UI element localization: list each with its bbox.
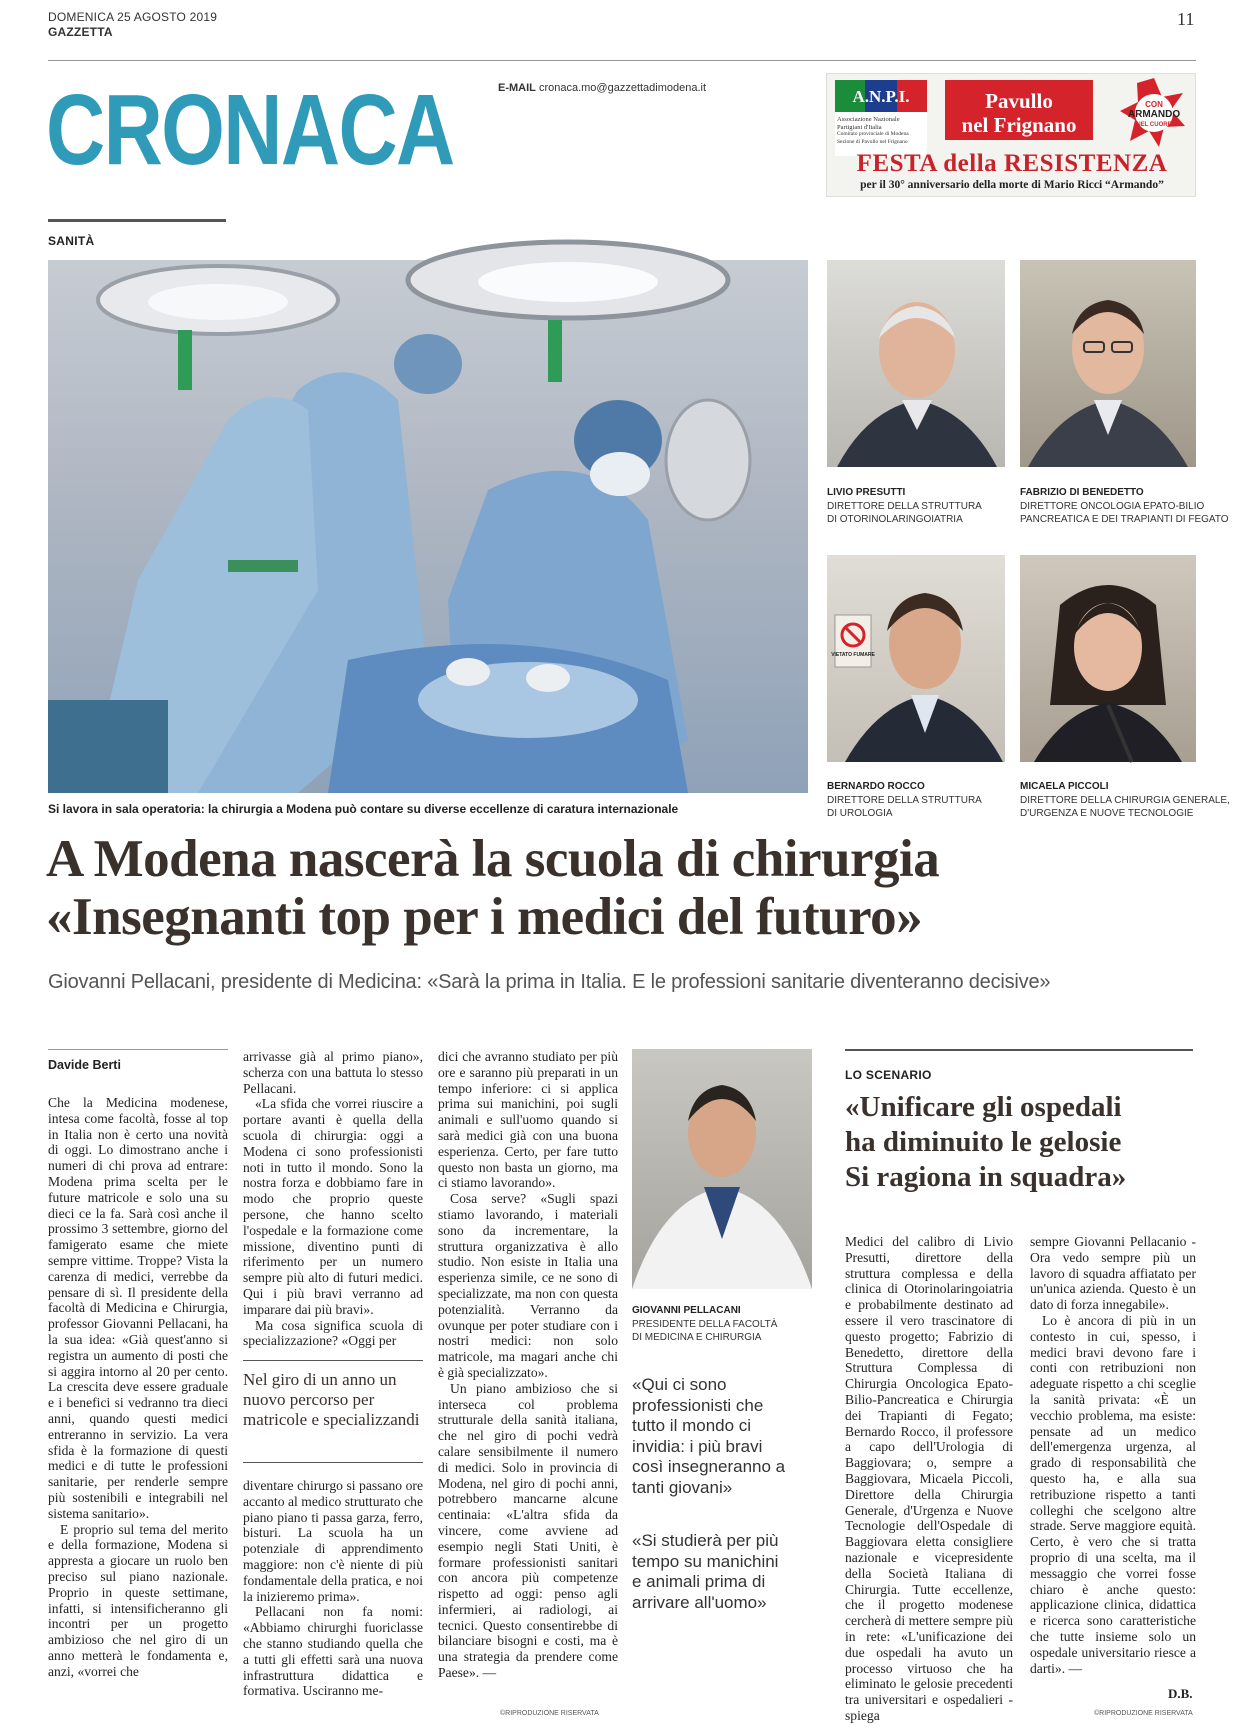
byline: Davide Berti xyxy=(48,1058,121,1072)
article-copyright: ©RIPRODUZIONE RISERVATA xyxy=(500,1710,599,1717)
section-label: SANITÀ xyxy=(48,234,95,248)
badge-con: CON xyxy=(1145,100,1163,109)
quote-2: «Si studierà per più tempo su manichini e animali prima di arrivare all'uomo» xyxy=(632,1531,779,1612)
sidebar-headline-line: Si ragiona in squadra» xyxy=(845,1161,1127,1193)
anpi-flag-icon xyxy=(835,80,927,114)
pellacani-role xyxy=(632,1318,777,1344)
portrait-name: BERNARDO ROCCO xyxy=(827,781,925,792)
article-column-3 xyxy=(438,1049,618,1699)
article-paragraph: Ma cosa significa scuola di specializzazione? «Oggi per xyxy=(243,1317,423,1349)
anpi-line: Sezione di Pavullo nel Frignano xyxy=(837,138,908,145)
article-paragraph: «La sfida che vorrei riuscire a portare avanti è quella della scuola di chirurgia: oggi a Modena ci sono professionisti noti in tutto il mondo. Sono la nostra forza e dobbiamo fare in modo che proprio queste persone, che hanno scelto l'ospedale e la formazione come missione, diventino punti di riferimento per un numero sempre più alto di futuri medici. Qui i più bravi verranno ad imparare dai più bravi». xyxy=(243,1096,423,1317)
portrait-livio-presutti xyxy=(827,260,1005,467)
pullquote: Nel giro di un anno un nuovo percorso per matricole e specializzandi xyxy=(243,1370,420,1429)
article-column-1 xyxy=(48,1095,228,1707)
sidebar-copyright: ©RIPRODUZIONE RISERVATA xyxy=(1094,1710,1193,1717)
pellacani-role-line: DI MEDICINA E CHIRURGIA xyxy=(632,1332,762,1343)
portrait-role-line: DIRETTORE DELLA STRUTTURA xyxy=(827,795,982,806)
header-rule xyxy=(48,60,1196,61)
headline-line-2: «Insegnanti top per i medici del futuro» xyxy=(46,888,923,946)
portrait-role xyxy=(1020,500,1229,526)
article-paragraph: arrivasse già al primo piano», scherza con una battuta lo stesso Pellacani. xyxy=(243,1049,423,1096)
headline-line-1: A Modena nascerà la scuola di chirurgia xyxy=(46,830,940,888)
quote-1: «Qui ci sono professionisti che tutto il mondo ci invidia: i più bravi così insegneranno a tanti giovani» xyxy=(632,1375,786,1497)
sidebar-column-1 xyxy=(845,1234,1013,1723)
portrait-role xyxy=(827,500,982,526)
portrait-illustration xyxy=(1020,260,1196,467)
portrait-illustration xyxy=(632,1049,812,1289)
portrait-role xyxy=(1020,794,1230,820)
portrait-role xyxy=(827,794,982,820)
portrait-name: LIVIO PRESUTTI xyxy=(827,487,906,498)
portrait-illustration xyxy=(1020,555,1196,762)
email-address[interactable]: cronaca.mo@gazzettadimodena.it xyxy=(538,82,707,94)
sidebar-column-2 xyxy=(1030,1234,1196,1679)
badge-bottom: NEL CUORE xyxy=(1136,122,1172,128)
article-paragraph: diventare chirurgo si passano ore accanto al medico strutturato che piano piano ti passa garza, ferro, bisturi. La scuola ha un potenziale di apprendimento maggiore: non c'è niente di più fondamentale della pratica, e noi la inizieremo prima». xyxy=(243,1478,423,1604)
pullquote-rule-bottom xyxy=(243,1462,423,1463)
sidebar-rule xyxy=(845,1049,1193,1051)
portrait-fabrizio-di-benedetto xyxy=(1020,260,1196,467)
sidebar-headline-line: ha diminuito le gelosie xyxy=(845,1126,1122,1158)
section-title: CRONACA xyxy=(46,74,454,186)
email-label: E-MAIL xyxy=(498,82,536,94)
sidebar-paragraph: Medici del calibro di Livio Presutti, direttore della struttura complessa e della clinica di Otorinolaringoiatria e probabilmente destinato ad essere il vero trascinatore di questo progetto; Fabrizio di Benedetto, direttore della Struttura Complessa di Chirurgia Oncologica Epato-Bilio-Pancreatica e Chirurgia dei Trapianti di Fegato; Bernardo Rocco, il professore a capo dell'Urologia di Baggiovara; o, sempre a Baggiovara, Micaela Piccoli, Direttore della Chirurgia Generale, d'Urgenza e Nuove Tecnologie dell'Ospedale di Baggiovara eletta consigliere nazionale e vicepresidente della Società Italiana di Chirurgia. Tutte eccellenze, che il progetto modenese cercherà di mettere sempre più in rete: «L'unificazione dei due ospedali ha avuto un processo virtuoso che ha eliminato le gelosie precedenti tra universitari e ospedalieri - spiega xyxy=(845,1234,1013,1723)
section-email[interactable] xyxy=(498,82,706,94)
portrait-role-line: PANCREATICA E DEI TRAPIANTI DI FEGATO xyxy=(1020,514,1229,525)
issue-date: DOMENICA 25 AGOSTO 2019 xyxy=(48,10,218,24)
anpi-line: Associazione Nazionale xyxy=(837,116,900,123)
anpi-line: Comitato provinciale di Modena xyxy=(837,131,909,137)
portrait-micaela-piccoli xyxy=(1020,555,1196,762)
portrait-illustration xyxy=(827,260,1005,467)
portrait-role-line: DIRETTORE DELLA CHIRURGIA GENERALE, xyxy=(1020,795,1230,806)
sidebar-label: LO SCENARIO xyxy=(845,1068,932,1082)
article-column-2a xyxy=(243,1049,423,1349)
sidebar-signature: D.B. xyxy=(1168,1686,1193,1701)
section-label-rule xyxy=(48,219,226,222)
portrait-role-line: DI UROLOGIA xyxy=(827,808,893,819)
article-paragraph: E proprio sul tema del merito e della formazione, Modena si appresta a giocare un ruolo ben preciso sul piano nazionale. Proprio in queste settimane, infatti, si intensificheranno gli incontri per un progetto ambizioso che nel giro di un anno metterà le fondamenta e, anzi, «vorrei che xyxy=(48,1521,228,1679)
anpi-line: Partigiani d'Italia xyxy=(837,123,882,131)
ad-place-line2: nel Frignano xyxy=(961,113,1077,137)
portrait-illustration xyxy=(827,555,1005,762)
no-smoking-sign-text: VIETATO FUMARE xyxy=(831,652,875,658)
pellacani-role-line: PRESIDENTE DELLA FACOLTÀ xyxy=(632,1319,778,1330)
article-paragraph: Cosa serve? «Sugli spazi stiamo lavorando, i materiali sono da incrementare, la struttura organizzativa è allo studio. Non esiste in Italia una esperienza simile, ce ne sono di specializzate, ma non con questa potenzialità. Verranno da ovunque per poter studiare con i nostri medici: non solo matricole, ma magari anche chi è già specializzato». xyxy=(438,1191,618,1380)
portrait-giovanni-pellacani xyxy=(632,1049,812,1289)
sidebar-headline-line: «Unificare gli ospedali xyxy=(845,1091,1122,1123)
portrait-bernardo-rocco xyxy=(827,555,1005,762)
article-paragraph: Pellacani non fa nomi: «Abbiamo chirurghi fuoriclasse che stanno studiando quella che a tutti gli effetti sarà una nuova infrastruttura didattica e formativa. Usciranno me- xyxy=(243,1604,423,1699)
article-paragraph: Un piano ambizioso che si interseca col problema strutturale della sanità italiana, che nel giro di pochi vedrà calare sensibilmente il numero di medici. Solo in provincia di Modena, nel giro di pochi anni, potrebbero mancarne alcune centinaia: «L'altra sfida da vincere, come avviene ad esempio negli Stati Uniti, è formare professionisti sanitari con ancora più competenze rispetto ad oggi: penso agli infermieri, ai radiologi, ai tecnici. Questo consentirebbe di bilanciare bisogni e costi, ma è una strategia da prendere come Paese». — xyxy=(438,1380,618,1681)
advertisement xyxy=(826,73,1196,197)
pellacani-name: GIOVANNI PELLACANI xyxy=(632,1305,741,1316)
ad-subtitle: per il 30° anniversario della morte di Mario Ricci “Armando” xyxy=(860,179,1164,191)
ad-place xyxy=(945,80,1093,140)
armando-badge-icon xyxy=(1117,75,1191,149)
photo-caption: Si lavora in sala operatoria: la chirurgia a Modena può contare su diverse eccellenze di caratura internazionale xyxy=(48,802,679,816)
portrait-name: MICAELA PICCOLI xyxy=(1020,781,1109,792)
operating-room-photo xyxy=(48,260,808,793)
sidebar-paragraph: sempre Giovanni Pellacanio - Ora vedo sempre più un lavoro di squadra affiatato per un'unica azienda. Questo è un dato di forza innegabile». xyxy=(1030,1234,1196,1313)
sidebar-paragraph: Lo è ancora di più in un contesto in cui, spesso, i medici bravi devono fare i conti con retribuzioni non adeguate rispetto a chi sceglie la sanità privata: «È un vecchio problema, ma esiste: pensate ad un medico dell'emergenza urgenza, al grado di responsabilità che questo ha, e alla sua retribuzione rispetto a tanti colleghi che scelgono altre strade. Serve maggiore equità. Certo, è vero che si tratta proprio di una scelta, ma il messaggio che vorrei fosse chiaro è anche questo: applicazione clinica, didattica e ricerca sono caratteristiche che tutte insieme solo un ospedale universitario riesce a darti». — xyxy=(1030,1312,1196,1676)
paper-name: GAZZETTA xyxy=(48,25,113,39)
article-subtitle: Giovanni Pellacani, presidente di Medicina: «Sarà la prima in Italia. E le professioni sanitarie diventeranno decisive» xyxy=(48,971,1051,993)
article-paragraph: dici che avranno studiato per più ore e saranno più preparati in un tempo inferiore: ci si applica prima sui manichini, poi sugli animali e sull'uomo quando si sarà medici già con una buona esperienza. Certo, per fare tutto questo non basta un giorno, ma ci stiamo lavorando». xyxy=(438,1049,618,1191)
article-headline xyxy=(46,830,1206,946)
anpi-logo xyxy=(835,80,927,156)
article-paragraph: Che la Medicina modenese, intesa come facoltà, fosse al top in Italia non è certo una novità di oggi. Lo dimostrano anche i numeri di chi prova ad entrare: Modena prima scelta per le future matricole e solo una su dieci ce la fa. Sarà così anche il prossimo 3 settembre, giorno del famigerato esame che miete sempre vittime. Troppe? Vista la carenza di medici, verrebbe da pensare di sì. Il presidente della facoltà di Medicina e Chirurgia, professor Giovanni Pellacani, ha la sua idea: «Già quest'anno si registra un aumento di posti che si aggira intorno al 20 per cento. La crescita deve essere graduale e i benefici si vedranno tra dieci anni, quando questi medici entreranno in servizio. La vera sfida è la formazione di questi medici e di tutte le professioni sanitarie, per renderle sempre più sostenibili e integrabili nel sistema sanitario». xyxy=(48,1095,228,1521)
ad-place-line1: Pavullo xyxy=(985,89,1053,113)
portrait-role-line: DIRETTORE DELLA STRUTTURA xyxy=(827,501,982,512)
surgery-illustration xyxy=(48,260,808,793)
portrait-role-line: DI OTORINOLARINGOIATRIA xyxy=(827,514,963,525)
byline-rule xyxy=(48,1049,228,1050)
anpi-text: A.N.P.I. xyxy=(852,87,910,106)
page-number: 11 xyxy=(1177,9,1195,29)
ad-title: FESTA della RESISTENZA xyxy=(856,150,1168,177)
portrait-role-line: DIRETTORE ONCOLOGIA EPATO-BILIO xyxy=(1020,501,1205,512)
portrait-role-line: D'URGENZA E NUOVE TECNOLOGIE xyxy=(1020,808,1194,819)
badge-name: ARMANDO xyxy=(1127,109,1181,120)
portrait-name: FABRIZIO DI BENEDETTO xyxy=(1020,487,1144,498)
sidebar-headline xyxy=(845,1090,1205,1195)
pullquote-rule-top xyxy=(243,1360,423,1361)
article-column-2b xyxy=(243,1478,423,1708)
